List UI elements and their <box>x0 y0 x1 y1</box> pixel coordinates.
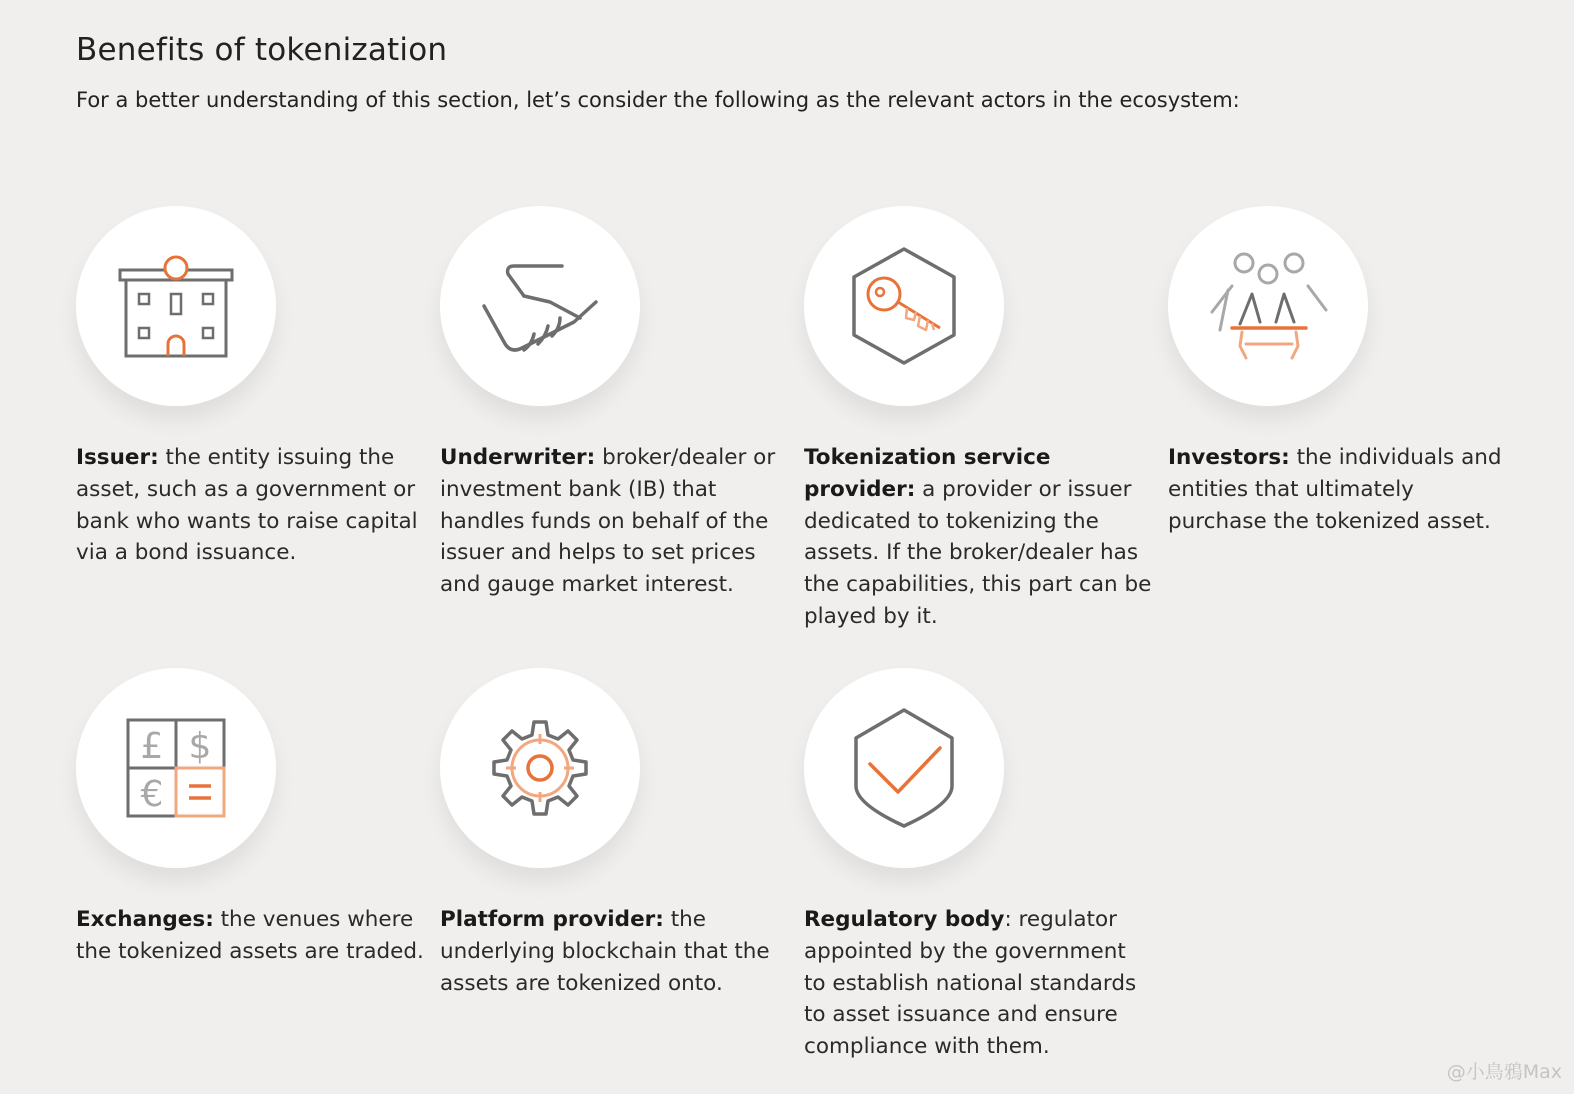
svg-text:$: $ <box>188 726 212 767</box>
currency-exchange-icon <box>76 668 276 868</box>
svg-text:€: € <box>140 774 164 815</box>
actor-term: Platform provider: <box>440 907 664 932</box>
actor-description <box>440 904 790 999</box>
actor-description <box>76 904 426 968</box>
actor-term: Investors: <box>1168 445 1290 470</box>
actor-text: : regulator appointed by the government to establish national standards to asset issuance and ensure compliance with them. <box>804 907 1137 1060</box>
actor-tokenization-service-provider <box>804 206 1154 633</box>
actor-text: the underlying blockchain that the assets are tokenized onto. <box>440 907 770 996</box>
watermark: @小鳥鴉Max <box>1446 1061 1562 1083</box>
key-hexagon-icon <box>804 206 1004 406</box>
actor-text: the individuals and entities that ultimately purchase the tokenized asset. <box>1168 445 1502 534</box>
investors-icon-circle <box>1168 206 1368 406</box>
actor-term: Exchanges: <box>76 907 214 932</box>
actor-description <box>440 442 790 601</box>
actor-regulatory-body <box>804 668 1154 1063</box>
exchanges-icon-circle <box>76 668 276 868</box>
actor-investors <box>1168 206 1518 537</box>
actor-term: Issuer: <box>76 445 159 470</box>
building-icon <box>76 206 276 406</box>
actor-text: a provider or issuer dedicated to tokenizing the assets. If the broker/dealer has the capabilities, this part can be played by it. <box>804 476 1152 629</box>
page-title: Benefits of tokenization <box>76 32 448 68</box>
actor-exchanges <box>76 668 426 968</box>
actor-term: Underwriter: <box>440 445 596 470</box>
actor-underwriter <box>440 206 790 601</box>
actor-issuer <box>76 206 426 569</box>
platform-icon-circle <box>440 668 640 868</box>
handshake-icon <box>440 206 640 406</box>
actor-text: the venues where the tokenized assets are traded. <box>76 907 424 964</box>
actor-text: the entity issuing the asset, such as a government or bank who wants to raise capital via a bond issuance. <box>76 445 418 566</box>
actor-term: Tokenization service provider: <box>804 445 1051 502</box>
actor-description <box>1168 442 1518 537</box>
actor-text: broker/dealer or investment bank (IB) that handles funds on behalf of the issuer and helps to set prices and gauge market interest. <box>440 445 776 598</box>
actor-description <box>804 442 1154 633</box>
actor-description <box>76 442 426 569</box>
regulatory-icon-circle <box>804 668 1004 868</box>
underwriter-icon-circle <box>440 206 640 406</box>
intro-text: For a better understanding of this section, let’s consider the following as the relevant actors in the ecosystem: <box>76 88 1240 112</box>
actor-description <box>804 904 1154 1063</box>
issuer-icon-circle <box>76 206 276 406</box>
svg-text:£: £ <box>140 726 164 767</box>
people-table-icon <box>1168 206 1368 406</box>
shield-check-icon <box>804 668 1004 868</box>
gear-icon <box>440 668 640 868</box>
tsp-icon-circle <box>804 206 1004 406</box>
actor-term: Regulatory body <box>804 907 1005 932</box>
actor-platform-provider <box>440 668 790 999</box>
